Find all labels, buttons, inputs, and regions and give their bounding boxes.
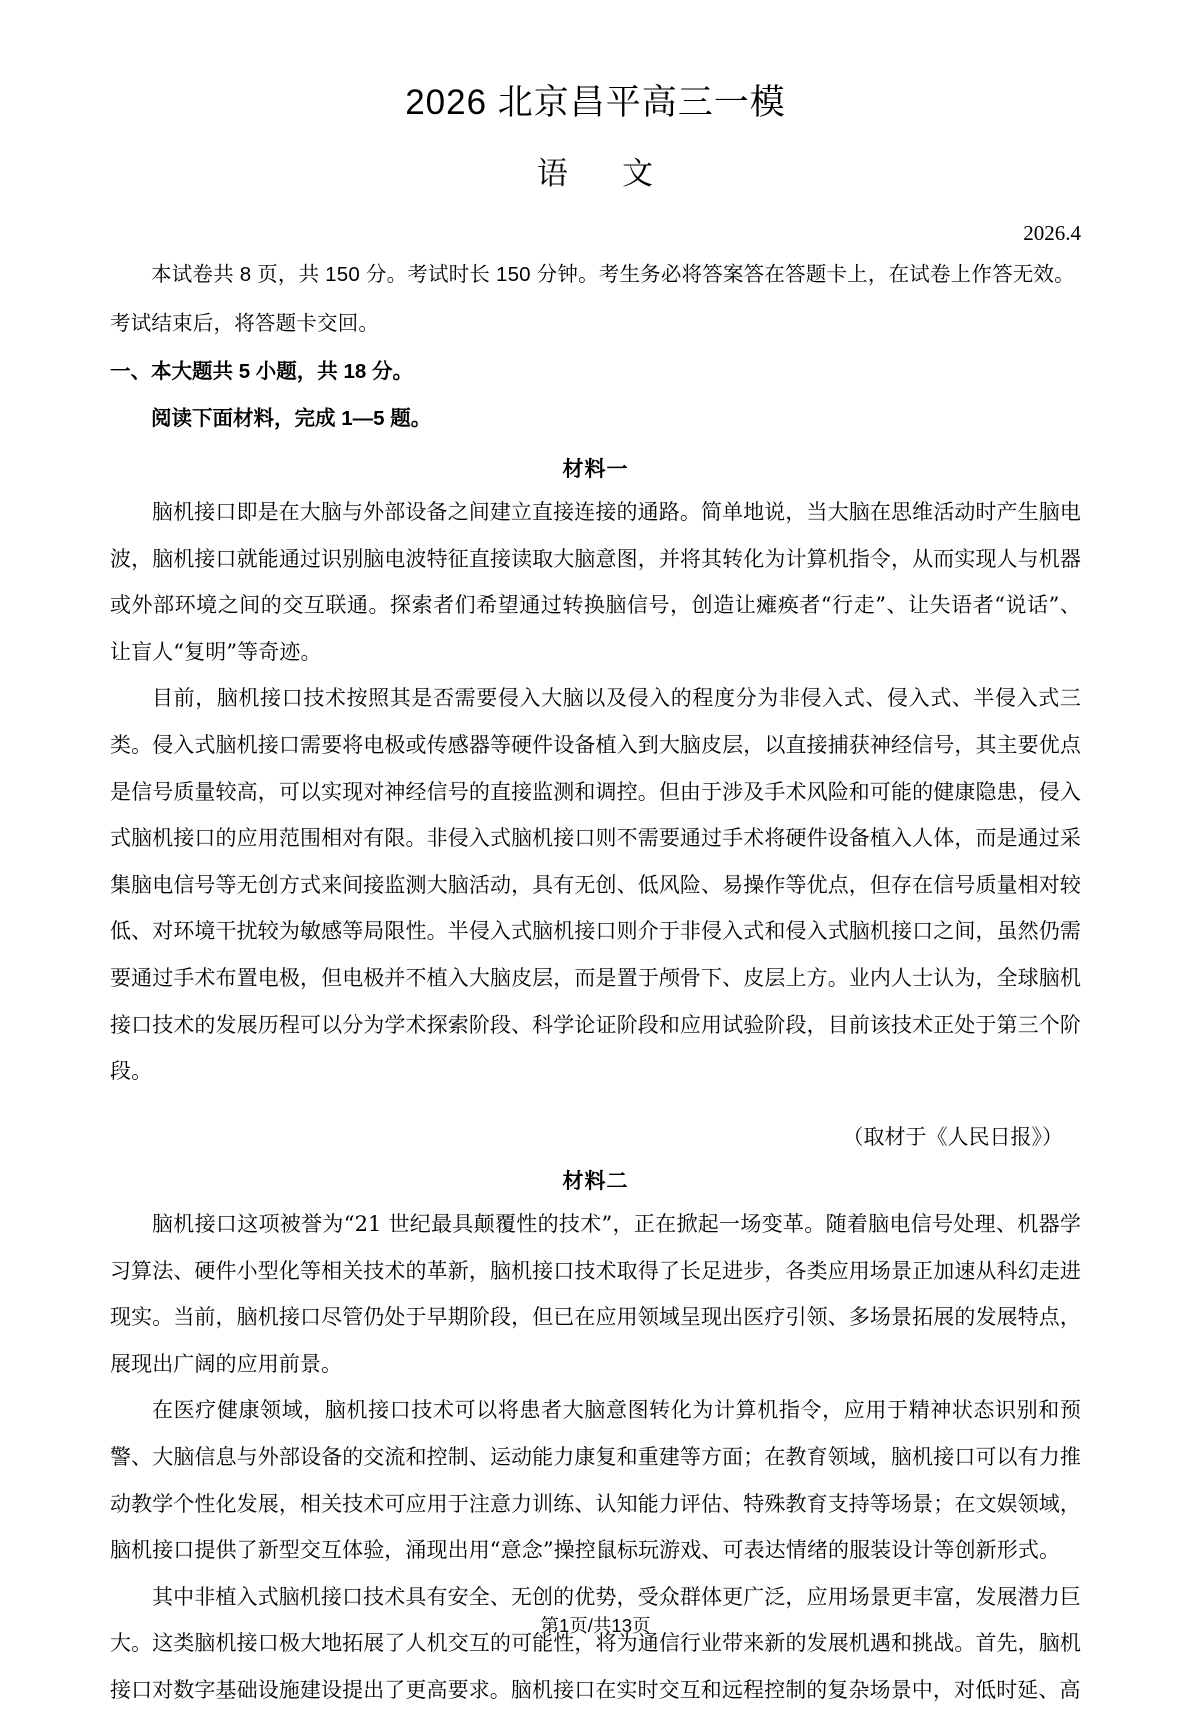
instructions-line-2: 考试结束后，将答题卡交回。 (110, 312, 380, 335)
subject-char-1: 语 (536, 156, 569, 191)
material-one-attribution: （取材于《人民日报》） (842, 1124, 1063, 1149)
material-two-paragraph-3: 其中非植入式脑机接口技术具有安全、无创的优势，受众群体更广泛，应用场景更丰富，发展潜力巨大。这类脑机接口极大地拓展了人机交互的可能性，将为通信行业带来新的发展机遇和挑战。首先，脑机接口对数字基础设施建设提出了更高要求。脑机接口在实时交互和远程控制的复杂场景中，对低时延、高 (110, 1584, 1081, 1703)
material-label-one: 材料一 (562, 458, 629, 481)
material-label-two: 材料二 (562, 1169, 629, 1193)
material-one-paragraph-2: 目前，脑机接口技术按照其是否需要侵入大脑以及侵入的程度分为非侵入式、侵入式、半侵入式三类。侵入式脑机接口需要将电极或传感器等硬件设备植入到大脑皮层，以直接捕获神经信号，其主要优点是信号质量较高，可以实现对神经信号的直接监测和调控。但由于涉及手术风险和可能的健康隐患，侵入式脑机接口的应用范围相对有限。非侵入式脑机接口则不需要通过手术将硬件设备植入人体，而是通过采集脑电信号等无创方式来间接监测大脑活动，具有无创、低风险、易操作等优点，但存在信号质量相对较低、对环境干扰较为敏感等局限性。半侵入式脑机接口则介于非侵入式和侵入式脑机接口之间，虽然仍需要通过手术布置电极，但电极并不植入大脑皮层，而是置于颅骨下、皮层上方。业内人士认为，全球脑机接口技术的发展历程可以分为学术探索阶段、科学论证阶段和应用试验阶段，目前该技术正处于第三个阶段。 (110, 686, 1081, 1084)
section-one-heading: 一、本大题共 5 小题，共 18 分。 (110, 360, 413, 383)
subject-char-2: 文 (622, 156, 655, 191)
section-one-sub-instruction: 阅读下面材料，完成 1—5 题。 (151, 407, 432, 430)
material-two-paragraph-1: 脑机接口这项被誉为“21 世纪最具颠覆性的技术”，正在掀起一场变革。随着脑电信号处理、机器学习算法、硬件小型化等相关技术的革新，脑机接口技术取得了长足进步，各类应用场景正加速从科幻走进现实。当前，脑机接口尽管仍处于早期阶段，但已在应用领域呈现出医疗引领、多场景拓展的发展特点，展现出广阔的应用前景。 (110, 1211, 1081, 1376)
instructions-line-1: 本试卷共 8 页，共 150 分。考试时长 150 分钟。考生务必将答案答在答题卡上，在试卷上作答无效。 (151, 263, 1075, 286)
page-footer: 第1页/共13页 (540, 1615, 651, 1636)
page-title: 2026 北京昌平高三一模 (405, 83, 786, 122)
exam-date: 2026.4 (1023, 221, 1081, 245)
material-two-paragraph-2: 在医疗健康领域，脑机接口技术可以将患者大脑意图转化为计算机指令，应用于精神状态识别和预警、大脑信息与外部设备的交流和控制、运动能力康复和重建等方面；在教育领域，脑机接口可以有力推动教学个性化发展，相关技术可应用于注意力训练、认知能力评估、特殊教育支持等场景；在文娱领域，脑机接口提供了新型交互体验，涌现出用“意念”操控鼠标玩游戏、可表达情绪的服装设计等创新形式。 (110, 1398, 1081, 1563)
material-one-paragraph-1: 脑机接口即是在大脑与外部设备之间建立直接连接的通路。简单地说，当大脑在思维活动时产生脑电波，脑机接口就能通过识别脑电波特征直接读取大脑意图，并将其转化为计算机指令，从而实现人与机器或外部环境之间的交互联通。探索者们希望通过转换脑信号，创造让瘫痪者“行走”、让失语者“说话”、让盲人“复明”等奇迹。 (110, 500, 1081, 664)
subject-title (110, 124, 1081, 193)
